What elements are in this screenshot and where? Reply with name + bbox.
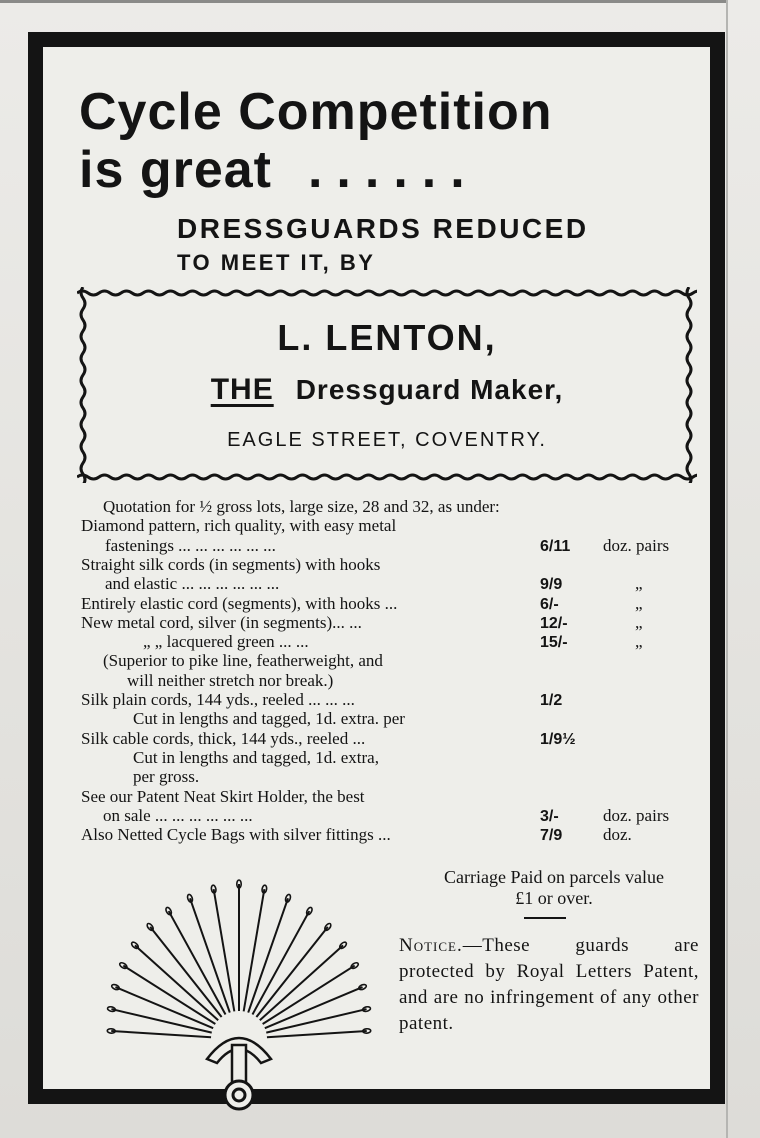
fan-ring-inner — [233, 1089, 245, 1101]
dressguard-illustration — [69, 849, 399, 1124]
price-item-line: will neither stretch nor break.) — [127, 670, 334, 690]
fan-cord — [111, 1031, 211, 1037]
price-item-line: Silk cable cords, thick, 144 yds., reeled ... — [81, 728, 366, 748]
wavy-border-bottom — [77, 475, 697, 479]
price-value: 12/- — [540, 614, 568, 632]
fan-cord — [135, 945, 218, 1020]
column-rule — [726, 0, 728, 1138]
price-item-line: per gross. — [133, 767, 200, 787]
fan-stem — [232, 1045, 246, 1085]
price-item-line: Silk plain cords, 144 yds., reeled ... ... ... — [81, 690, 355, 709]
headline-line-1: Cycle Competition — [79, 83, 553, 141]
price-item-line: (Superior to pike line, featherweight, and — [103, 651, 383, 671]
subheadline-line-1: DRESSGUARDS REDUCED — [177, 213, 589, 244]
price-item-line: See our Patent Neat Skirt Holder, the best — [81, 786, 365, 806]
carriage-note — [399, 867, 709, 909]
carriage-line-1: Carriage Paid on parcels value — [444, 867, 664, 887]
price-item-line: Straight silk cords (in segments) with hooks — [81, 554, 381, 574]
wavy-border-top — [77, 291, 697, 295]
price-value: 9/9 — [540, 576, 563, 594]
price-unit: doz. — [603, 825, 632, 845]
price-unit: „ — [635, 632, 643, 652]
fan-cord — [248, 898, 288, 1012]
advertisement-body — [43, 47, 710, 1089]
fan-hook — [305, 906, 313, 915]
price-item-line: Entirely elastic cord (segments), with hooks ... — [81, 593, 398, 613]
fan-cord — [260, 945, 343, 1020]
maker-address: EAGLE STREET, COVENTRY. — [227, 429, 547, 451]
price-unit: „ — [635, 593, 643, 613]
price-value: 15/- — [540, 634, 568, 652]
price-item-line: Cut in lengths and tagged, 1d. extra, — [133, 747, 379, 767]
price-value: 1/9½ — [540, 730, 576, 748]
maker-title-text: Dressguard Maker, — [295, 374, 564, 405]
price-value: 1/2 — [540, 692, 563, 709]
price-value: 3/- — [540, 807, 559, 825]
headline-dots: ...... — [307, 141, 479, 199]
price-item-line: New metal cord, silver (in segments)... ... — [81, 612, 362, 632]
price-item-line: and elastic ... ... ... ... ... ... — [105, 574, 280, 594]
maker-the: THE — [210, 373, 274, 406]
fan-hook — [131, 941, 140, 950]
advertisement-frame — [28, 32, 725, 1104]
top-rule — [0, 0, 727, 3]
price-item-line: Cut in lengths and tagged, 1d. extra. per — [133, 709, 405, 729]
dressguard-fan-icon — [69, 849, 399, 1119]
divider — [524, 917, 566, 919]
price-item-line: fastenings ... ... ... ... ... ... — [105, 535, 276, 555]
price-value: 7/9 — [540, 827, 563, 845]
price-unit: doz. pairs — [603, 805, 670, 825]
price-value: 6/11 — [540, 537, 571, 555]
price-item-line: on sale ... ... ... ... ... ... — [103, 805, 253, 825]
notice-text: —These guards are protected by Royal Letters Patent, and are no infringement of any other patent. — [399, 935, 699, 1034]
maker-box — [77, 287, 697, 483]
price-item-line: Also Netted Cycle Bags with silver fittings ... — [81, 825, 391, 845]
price-item-line: „ „ lacquered green ... ... — [143, 632, 309, 652]
fan-hook — [350, 962, 359, 970]
price-item-line: Diamond pattern, rich quality, with easy metal — [81, 516, 397, 536]
fan-cord — [267, 1031, 367, 1037]
fan-hook — [146, 922, 154, 931]
headline-line-2-text: is great — [79, 141, 272, 199]
headline-line-2 — [79, 141, 709, 199]
notice — [399, 933, 699, 1037]
carriage-line-2: £1 or over. — [515, 888, 593, 908]
price-value: 6/- — [540, 595, 559, 613]
price-list-intro: Quotation for ½ gross lots, large size, 28 and 32, as under: — [103, 497, 500, 516]
fan-hook — [165, 906, 173, 915]
fan-hook — [358, 983, 367, 990]
notice-lead: Notice. — [399, 935, 463, 956]
fan-cord — [190, 898, 230, 1012]
price-unit: „ — [635, 612, 643, 632]
price-unit: doz. pairs — [603, 535, 670, 555]
subheadline-line-2: TO MEET IT, BY — [177, 250, 376, 275]
maker-name: L. LENTON, — [277, 317, 497, 358]
price-unit: „ — [635, 574, 643, 594]
fan-hook — [111, 983, 120, 990]
maker-title — [77, 373, 697, 407]
fan-hook — [119, 962, 128, 970]
headline — [79, 83, 709, 199]
